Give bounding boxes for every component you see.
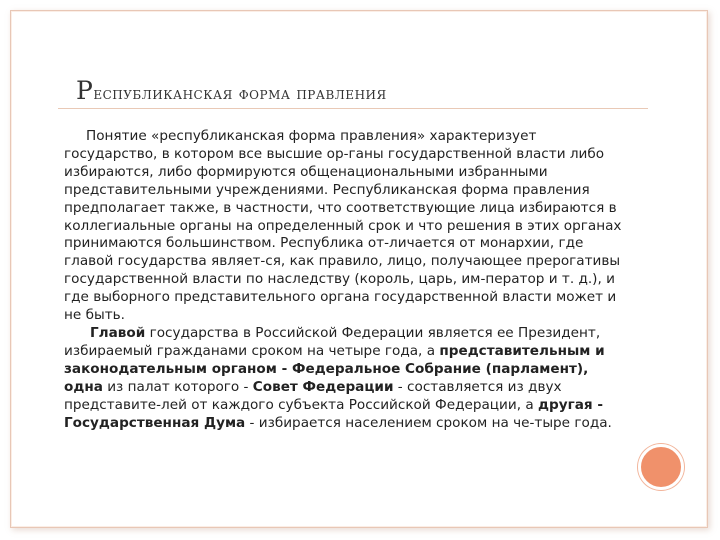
- text-bold-parliament: представительным и законодательным органом - Федеральное Собрание (парламент), одна: [64, 342, 605, 395]
- paragraph-definition: Понятие «республиканская форма правления» характеризует государство, в котором все высшие ор-ганы государственной власти либо избираются, либо формируются общенациональными избранными представительными учреждениями. Республиканская форма правления предполагает также, в частности, что соответствующие лица избираются в коллегиальные органы на определенный срок и что решения в этих органах принимаются большинством. Республика от-личается от монархии, где главой государства являет-ся, как правило, лицо, получающее прерогативы государственной власти по наследству (король, царь, им-ператор и т. д.), и где выборного представительного органа государственной власти может и не быть.: [64, 128, 622, 324]
- text-bold-federation-council: Совет Федерации: [252, 378, 394, 395]
- slide-title-rest: еспубликанская форма правления: [93, 84, 387, 104]
- text-bold-state-duma: другая - Государственная Дума: [64, 396, 603, 431]
- title-divider: [58, 108, 648, 109]
- slide-title: [76, 76, 387, 105]
- text-president: государства в Российской Федерации является ее Президент, избираемый гражданами сроком на четыре года, а: [64, 324, 601, 359]
- text-representatives: - составляется из двух представите-лей от каждого субъекта Российской Федерации, а: [64, 378, 562, 413]
- text-chambers: из палат которого -: [102, 378, 253, 395]
- slide-body: [64, 128, 624, 432]
- slide-title-initial: Р: [76, 76, 94, 105]
- paragraph-russian-federation: [64, 325, 624, 432]
- decorative-circle-icon: [638, 444, 684, 490]
- text-duma-election: - избирается населением сроком на че-тыре года.: [245, 414, 612, 431]
- text-bold-head: Главой: [90, 324, 146, 341]
